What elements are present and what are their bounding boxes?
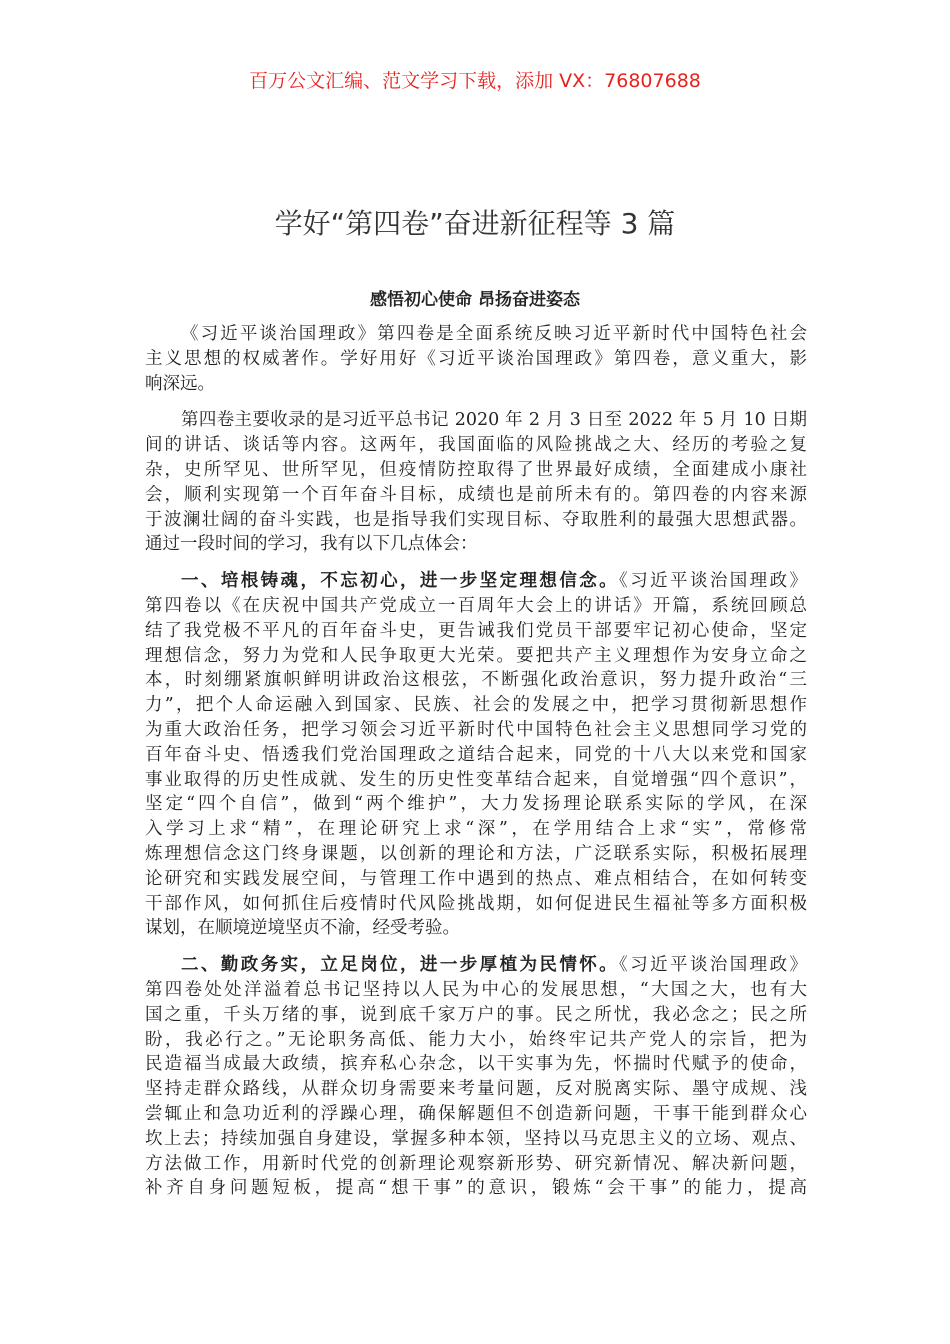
line-text: 第四卷处处洋溢着总书记坚持以人民为中心的发展思想，“大国之大，也有大	[145, 979, 807, 1000]
text-line	[145, 458, 807, 483]
text-line	[145, 372, 807, 397]
section-heading: 一、培根铸魂，不忘初心，进一步坚定理想信念。	[181, 571, 620, 592]
text-line	[145, 1127, 807, 1152]
line-text: 坎上去；持续加强自身建设，掌握多种本领，坚持以马克思主义的立场、观点、	[145, 1128, 807, 1149]
line-text: 坚持走群众路线，从群众切身需要来考量问题，反对脱离实际、墨守成规、浅	[145, 1079, 807, 1100]
text-line	[145, 1028, 807, 1053]
text-line	[145, 1077, 807, 1102]
line-text: 通过一段时间的学习，我有以下几点体会：	[145, 534, 478, 555]
text-line	[145, 892, 807, 917]
text-line	[145, 433, 807, 458]
text-line	[145, 1052, 807, 1077]
section-subtitle: 感悟初心使命 昂扬奋进姿态	[370, 290, 580, 310]
text-line	[145, 322, 807, 347]
line-text: 谋划，在顺境逆境坚贞不渝，经受考验。	[145, 918, 460, 939]
line-text: 民造福当成最大政绩，摈弃私心杂念，以干实事为先，怀揣时代赋予的使命，	[145, 1054, 807, 1075]
line-text: 理想信念，努力为党和人民争取更大光荣。要把共产主义理想作为安身立命之	[145, 645, 807, 666]
text-line	[145, 867, 807, 892]
line-text: 干部作风，如何抓住后疫情时代风险挑战期，如何促进民生福祉等多方面积极	[145, 893, 807, 914]
line-text: 百年奋斗史、悟透我们党治国理政之道结合起来，同党的十八大以来党和国家	[145, 744, 807, 765]
line-text: 于波澜壮阔的奋斗实践，也是指导我们实现目标、夺取胜利的最强大思想武器。	[145, 509, 807, 530]
line-text: 力”，把个人命运融入到国家、民族、社会的发展之中，把学习贯彻新思想作	[145, 695, 807, 716]
line-text: 炼理想信念这门终身课题，以创新的理论和方法，广泛联系实际，积极拓展理	[145, 843, 807, 864]
line-text: 《习近平谈治国理政》	[619, 955, 807, 976]
text-line	[145, 1102, 807, 1127]
line-text: 方法做工作，用新时代党的创新理论观察新形势、研究新情况、解决新问题，	[145, 1153, 807, 1174]
line-text: 本，时刻绷紧旗帜鲜明讲政治这根弦，不断强化政治意识，努力提升政治“三	[145, 670, 807, 691]
document-body	[145, 322, 807, 1213]
line-text: 第四卷以《在庆祝中国共产党成立一百周年大会上的讲话》开篇，系统回顾总	[145, 595, 807, 616]
line-text: 为重大政治任务，把学习领会习近平新时代中国特色社会主义思想同学习党的	[145, 719, 807, 740]
text-line	[145, 408, 807, 433]
line-text: 论研究和实践发展空间，与管理工作中遇到的热点、难点相结合，在如何转变	[145, 868, 807, 889]
document-title: 学好“第四卷”奋进新征程等 3 篇	[274, 207, 676, 240]
line-text: 坚定“四个自信”，做到“两个维护”，大力发扬理论联系实际的学风，在深	[145, 794, 807, 815]
text-line	[145, 1003, 807, 1028]
text-line	[145, 483, 807, 508]
paragraph	[145, 408, 807, 557]
text-line	[145, 1152, 807, 1177]
text-line	[145, 532, 807, 557]
promo-banner: 百万公文汇编、范文学习下载，添加 VX：76807688	[249, 70, 701, 92]
line-text: 结了我党极不平凡的百年奋斗史，更告诫我们党员干部要牢记初心使命，坚定	[145, 620, 807, 641]
line-text: 尝辄止和急功近利的浮躁心理，确保解题但不创造新问题，干事干能到群众心	[145, 1103, 807, 1124]
line-text: 盼，我必行之。”无论职务高低、能力大小，始终牢记共产党人的宗旨，把为	[145, 1029, 807, 1050]
text-line	[145, 953, 807, 978]
text-line	[145, 569, 807, 594]
text-line	[145, 668, 807, 693]
text-line	[145, 768, 807, 793]
text-line	[145, 978, 807, 1003]
paragraph	[145, 569, 807, 941]
text-line	[145, 619, 807, 644]
text-line	[145, 347, 807, 372]
text-line	[145, 1176, 807, 1201]
line-text: 第四卷主要收录的是习近平总书记 2020 年 2 月 3 日至 2022 年 5 月 10 日期	[181, 410, 807, 431]
line-text: 间的讲话、谈话等内容。这两年，我国面临的风险挑战之大、经历的考验之复	[145, 435, 807, 456]
text-line	[145, 817, 807, 842]
line-text: 《习近平谈治国理政》	[619, 571, 807, 592]
paragraph	[145, 322, 807, 396]
paragraph	[145, 953, 807, 1201]
text-line	[145, 693, 807, 718]
line-text: 《习近平谈治国理政》第四卷是全面系统反映习近平新时代中国特色社会	[181, 324, 807, 344]
line-text: 补齐自身问题短板，提高“想干事”的意识，锻炼“会干事”的能力，提高	[145, 1178, 807, 1199]
text-line	[145, 508, 807, 533]
text-line	[145, 743, 807, 768]
text-line	[145, 792, 807, 817]
line-text: 杂，史所罕见、世所罕见，但疫情防控取得了世界最好成绩，全面建成小康社	[145, 459, 807, 480]
line-text: 响深远。	[145, 373, 215, 394]
line-text: 主义思想的权威著作。学好用好《习近平谈治国理政》第四卷，意义重大，影	[145, 348, 807, 369]
section-heading: 二、勤政务实，立足岗位，进一步厚植为民情怀。	[181, 955, 620, 976]
line-text: 会，顺利实现第一个百年奋斗目标，成绩也是前所未有的。第四卷的内容来源	[145, 484, 807, 505]
text-line	[145, 594, 807, 619]
text-line	[145, 644, 807, 669]
line-text: 国之重，千头万绪的事，说到底千家万户的事。民之所忧，我必念之；民之所	[145, 1004, 807, 1025]
text-line	[145, 916, 807, 941]
text-line	[145, 718, 807, 743]
text-line	[145, 842, 807, 867]
line-text: 事业取得的历史性成就、发生的历史性变革结合起来，自觉增强“四个意识”，	[145, 769, 807, 790]
line-text: 入学习上求“精”，在理论研究上求“深”，在学用结合上求“实”，常修常	[145, 819, 807, 840]
